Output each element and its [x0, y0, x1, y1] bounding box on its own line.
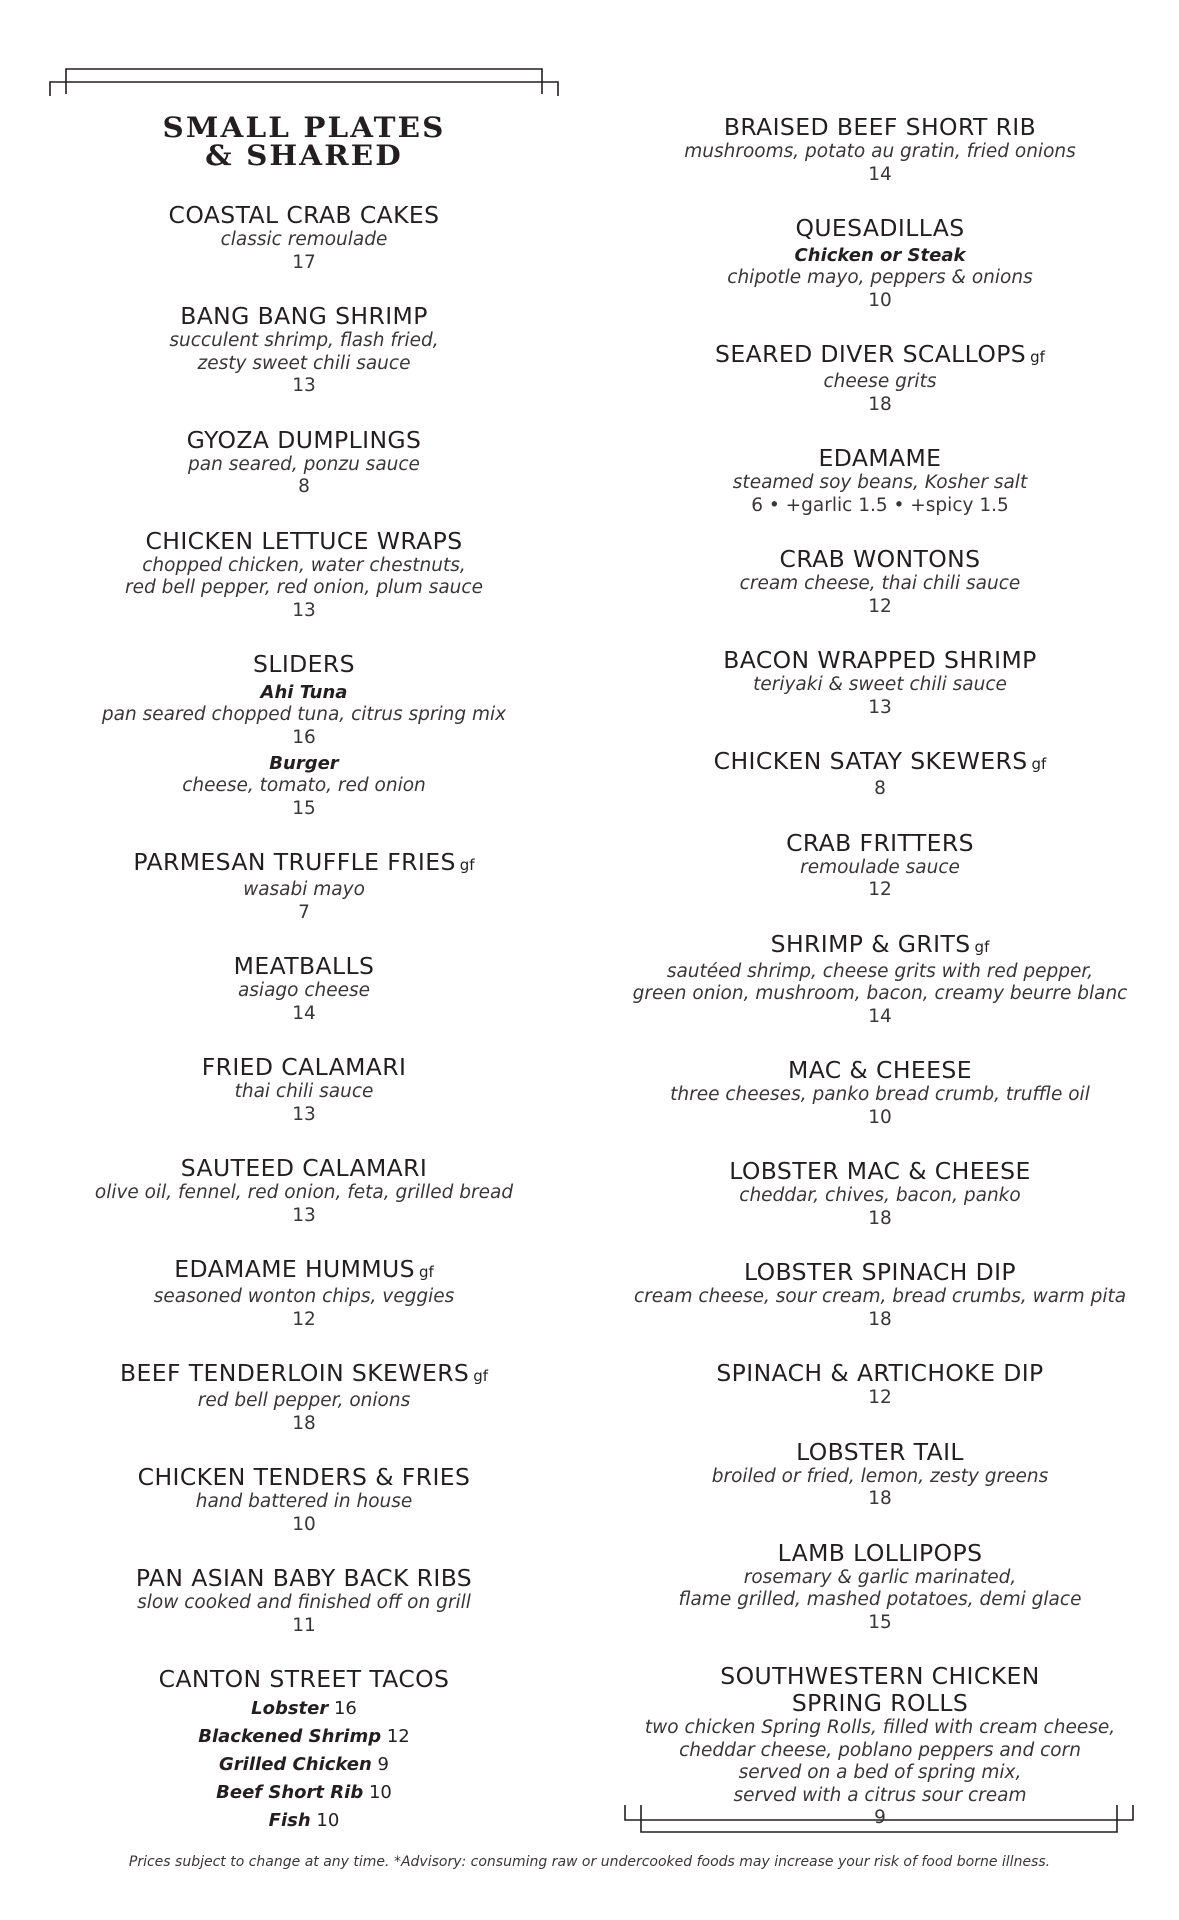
item-description: remoulade sauce [800, 856, 960, 878]
item-name [630, 114, 1130, 141]
menu-item [80, 1565, 528, 1637]
item-description: pan seared, ponzu sauce [188, 453, 420, 475]
item-name [80, 202, 528, 229]
item-description-line: served with a citrus sour cream [733, 1784, 1027, 1806]
item-description-line: rosemary & garlic marinated, [743, 1566, 1017, 1588]
taco-option [80, 1751, 528, 1779]
menu-item [630, 830, 1130, 902]
menu-item [80, 849, 528, 924]
item-description: cheddar, chives, bacon, panko [739, 1185, 1021, 1206]
taco-option [80, 1779, 528, 1807]
taco-option [80, 1695, 528, 1723]
item-price: 7 [298, 901, 310, 923]
item-name [80, 1360, 528, 1390]
item-price: 8 [874, 778, 886, 799]
item-description: slow cooked and finished off on grill [137, 1592, 471, 1613]
item-name-text: MEATBALLS [233, 952, 375, 980]
taco-name: Beef Short Rib [216, 1782, 364, 1803]
taco-name: Grilled Chicken [219, 1754, 372, 1775]
menu-item [80, 1464, 528, 1536]
item-name-text: CRAB WONTONS [779, 545, 981, 573]
item-price: 15 [868, 1611, 892, 1633]
item-description: cream cheese, thai chili sauce [739, 573, 1021, 594]
taco-price: 16 [333, 1698, 357, 1719]
item-name [630, 215, 1130, 242]
item-description-line: cheddar cheese, poblano peppers and corn [679, 1739, 1081, 1761]
item-name-text: CANTON STREET TACOS [158, 1665, 450, 1693]
item-name-text: SLIDERS [253, 650, 355, 678]
menu-item [80, 1360, 528, 1435]
menu-item [630, 931, 1130, 1029]
item-description-line: chopped chicken, water chestnuts, [142, 554, 466, 576]
item-price: 9 [874, 1807, 886, 1828]
taco-price: 10 [368, 1782, 392, 1803]
taco-option [80, 1723, 528, 1751]
item-name [80, 651, 528, 678]
item-name-text: CRAB FRITTERS [786, 828, 974, 857]
item-name [630, 1540, 1130, 1567]
item-name [630, 931, 1130, 961]
item-name [80, 427, 528, 454]
footer-disclaimer: Prices subject to change at any time. *Advisory: consuming raw or undercooked foods may increase your risk of food borne illness. [128, 1854, 1051, 1870]
menu-item [80, 1054, 528, 1126]
item-name [630, 1158, 1130, 1185]
item-name-text: CHICKEN LETTUCE WRAPS [145, 526, 463, 555]
item-name-text: LOBSTER SPINACH DIP [744, 1258, 1016, 1286]
item-name-text: COASTAL CRAB CAKES [168, 201, 440, 229]
menu-item [630, 1540, 1130, 1635]
item-name-text: QUESADILLAS [795, 214, 965, 242]
item-name [80, 849, 528, 879]
item-price: 12 [292, 1308, 316, 1330]
item-description: seasoned wonton chips, veggies [153, 1286, 455, 1307]
item-description: wasabi mayo [243, 879, 365, 900]
menu-item [80, 651, 528, 820]
variant-price: 16 [292, 726, 316, 748]
gluten-free-tag: gf [418, 1263, 434, 1281]
taco-name: Lobster [251, 1698, 329, 1719]
item-name: SOUTHWESTERN CHICKEN [720, 1662, 1040, 1690]
menu-item [630, 1663, 1130, 1830]
menu-item [80, 202, 528, 274]
item-description: chipotle mayo, peppers & onions [727, 267, 1033, 288]
item-description: asiago cheese [237, 980, 371, 1001]
item-name-text: BACON WRAPPED SHRIMP [723, 646, 1037, 674]
item-name-text: GYOZA DUMPLINGS [186, 425, 422, 454]
item-price: 12 [868, 879, 892, 900]
item-description: mushrooms, potato au gratin, fried onions [684, 141, 1076, 162]
taco-price: 12 [386, 1726, 410, 1747]
menu-item [630, 1259, 1130, 1331]
item-price: 13 [292, 1103, 316, 1125]
variant-title: Ahi Tuna [260, 682, 348, 703]
item-name [630, 1057, 1130, 1084]
item-name-text: EDAMAME HUMMUS [174, 1255, 415, 1283]
taco-list [80, 1695, 528, 1835]
item-description-line: green onion, mushroom, bacon, creamy beurre blanc [632, 983, 1128, 1004]
item-price: 13 [292, 599, 316, 621]
item-name [630, 341, 1130, 371]
item-name: SPRING ROLLS [791, 1689, 969, 1717]
item-price: 10 [292, 1513, 316, 1535]
item-price: 14 [868, 163, 892, 185]
item-name [630, 830, 1130, 857]
menu-item [630, 748, 1130, 801]
item-name-text: SHRIMP & GRITS [770, 929, 971, 958]
gluten-free-tag: gf [1031, 755, 1047, 773]
item-name [630, 445, 1130, 472]
item-name-text: MAC & CHEESE [788, 1056, 972, 1084]
menu-item [80, 1256, 528, 1331]
item-name [80, 1054, 528, 1081]
item-price: 13 [292, 375, 316, 396]
menu-item [630, 1360, 1130, 1410]
item-name-text: FRIED CALAMARI [201, 1053, 407, 1081]
item-name [80, 1155, 528, 1182]
item-price: 18 [868, 1207, 892, 1229]
menu-item [630, 546, 1130, 618]
variant-description: cheese, tomato, red onion [182, 775, 426, 796]
right-column [630, 114, 1130, 1859]
menu-item [80, 528, 528, 623]
item-description: classic remoulade [220, 229, 388, 250]
item-price: 8 [298, 476, 310, 497]
item-description: steamed soy beans, Kosher salt [732, 472, 1028, 493]
item-name-text: PAN ASIAN BABY BACK RIBS [135, 1564, 473, 1592]
item-name [630, 748, 1130, 778]
menu-item [630, 445, 1130, 517]
taco-price: 9 [377, 1754, 389, 1775]
menu-item [630, 1439, 1130, 1511]
item-name [630, 1439, 1130, 1466]
item-variant [80, 753, 528, 820]
item-description: thai chili sauce [234, 1081, 374, 1102]
item-price: 18 [868, 1308, 892, 1330]
section-title-line-1: SMALL PLATES [162, 111, 446, 144]
gluten-free-tag: gf [1030, 348, 1045, 366]
taco-option [80, 1807, 528, 1835]
item-name-text: CHICKEN TENDERS & FRIES [137, 1463, 471, 1491]
item-price: 12 [868, 595, 892, 617]
item-description: red bell pepper, onions [197, 1390, 411, 1411]
item-price: 14 [292, 1002, 316, 1024]
menu-item [630, 1158, 1130, 1230]
item-name [80, 1666, 528, 1693]
menu-item [630, 647, 1130, 719]
item-description: hand battered in house [195, 1491, 413, 1512]
taco-name: Fish [268, 1810, 311, 1831]
item-name-text: LOBSTER MAC & CHEESE [729, 1157, 1031, 1185]
item-description-line: red bell pepper, red onion, plum sauce [125, 577, 483, 598]
top-left-bracket [48, 66, 560, 102]
item-name [80, 528, 528, 555]
item-variant [80, 682, 528, 749]
item-description: broiled or fried, lemon, zesty greens [711, 1465, 1049, 1487]
item-name-text: BANG BANG SHRIMP [180, 302, 428, 330]
item-description-line: served on a bed of spring mix, [738, 1762, 1022, 1783]
item-name-text: BEEF TENDERLOIN SKEWERS [119, 1359, 470, 1387]
item-description: olive oil, fennel, red onion, feta, grilled bread [94, 1182, 514, 1203]
item-name-text: SAUTEED CALAMARI [180, 1154, 428, 1182]
menu-item [630, 114, 1130, 186]
item-name-text: CHICKEN SATAY SKEWERS [713, 747, 1028, 775]
item-name-text: PARMESAN TRUFFLE FRIES [133, 848, 456, 876]
variant-title: Burger [269, 753, 339, 774]
gluten-free-tag: gf [459, 856, 475, 874]
item-description-line: zesty sweet chili sauce [197, 352, 411, 374]
item-name-text: LOBSTER TAIL [796, 1437, 964, 1466]
item-name-text: EDAMAME [818, 444, 942, 472]
item-name-text: LAMB LOLLIPOPS [777, 1538, 983, 1567]
section-title [69, 111, 539, 172]
item-price: 12 [868, 1387, 892, 1408]
item-description: cream cheese, sour cream, bread crumbs, warm pita [633, 1286, 1127, 1307]
item-name [80, 1256, 528, 1286]
taco-price: 10 [316, 1810, 340, 1831]
menu-item [630, 1057, 1130, 1129]
gluten-free-tag: gf [473, 1367, 489, 1385]
item-name-text: SPINACH & ARTICHOKE DIP [716, 1359, 1044, 1387]
item-description-line: succulent shrimp, flash fried, [169, 330, 439, 351]
item-description-line: sautéed shrimp, cheese grits with red pepper, [666, 960, 1094, 982]
item-name [630, 1360, 1130, 1387]
menu-item [630, 341, 1130, 416]
item-price: 10 [868, 1106, 892, 1128]
menu-item [80, 1666, 528, 1835]
item-price: 11 [292, 1614, 316, 1636]
item-price: 13 [868, 696, 892, 718]
variant-description: pan seared chopped tuna, citrus spring mix [101, 704, 507, 725]
item-description-line: flame grilled, mashed potatoes, demi glace [678, 1589, 1082, 1610]
item-description-line: two chicken Spring Rolls, filled with cream cheese, [644, 1717, 1116, 1738]
item-name [630, 1259, 1130, 1286]
item-name [630, 546, 1130, 573]
menu-item [630, 215, 1130, 312]
item-description: teriyaki & sweet chili sauce [753, 674, 1007, 695]
item-price: 6 • +garlic 1.5 • +spicy 1.5 [751, 494, 1009, 516]
item-name-text: BRAISED BEEF SHORT RIB [723, 113, 1037, 141]
taco-name: Blackened Shrimp [198, 1726, 382, 1747]
item-price: 10 [868, 289, 892, 311]
item-description: cheese grits [823, 371, 937, 392]
item-price: 14 [868, 1005, 892, 1027]
item-price: 13 [292, 1204, 316, 1226]
variant-price: 15 [292, 797, 316, 819]
item-name [80, 953, 528, 980]
item-name [80, 303, 528, 330]
item-name [80, 1565, 528, 1592]
item-description: three cheeses, panko bread crumb, truffle oil [670, 1084, 1090, 1105]
item-name-text: SEARED DIVER SCALLOPS [715, 340, 1027, 368]
item-name [630, 647, 1130, 674]
item-price: 18 [292, 1412, 316, 1434]
left-column [80, 111, 528, 1864]
item-price: 17 [292, 251, 316, 273]
item-price: 18 [868, 1488, 892, 1509]
item-price: 18 [868, 393, 892, 415]
menu-item [80, 303, 528, 398]
menu-item [80, 953, 528, 1025]
gluten-free-tag: gf [974, 937, 990, 956]
menu-item [80, 427, 528, 499]
section-title-line-2: & SHARED [205, 139, 403, 172]
menu-item [80, 1155, 528, 1227]
item-name [80, 1464, 528, 1491]
item-subtitle: Chicken or Steak [794, 245, 966, 266]
